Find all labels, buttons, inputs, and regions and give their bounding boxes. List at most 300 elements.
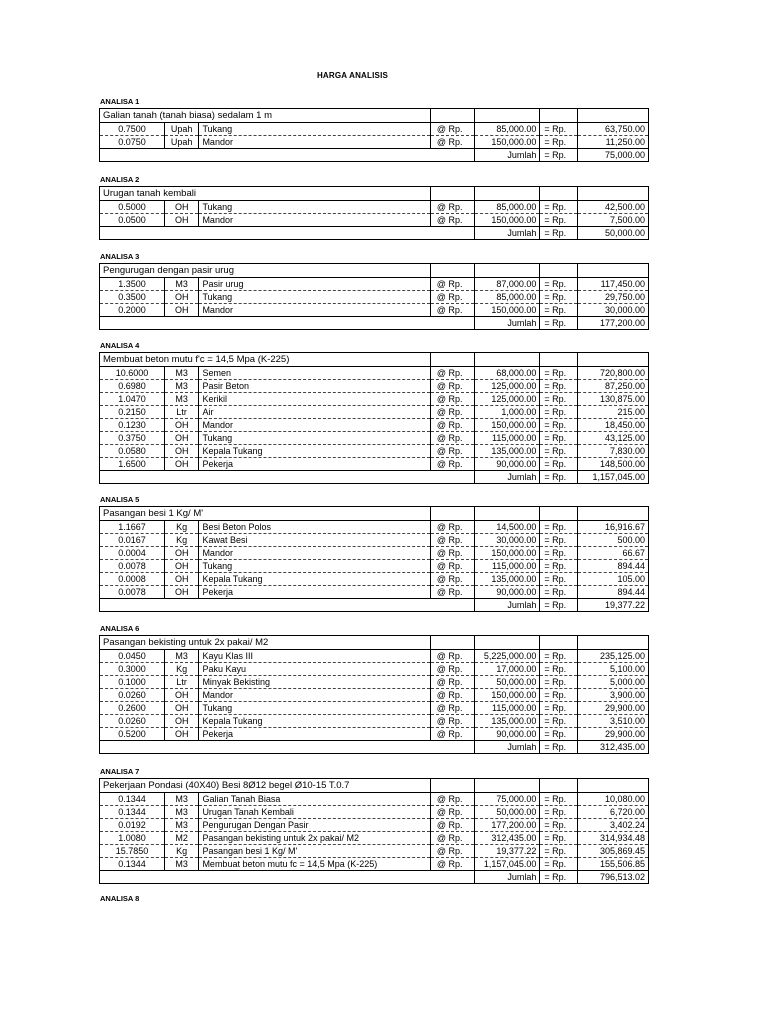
coefficient-cell: 0.1344 bbox=[100, 793, 165, 806]
coefficient-cell: 0.1000 bbox=[100, 676, 165, 689]
unit-price-cell: 17,000.00 bbox=[475, 663, 540, 676]
table-row bbox=[100, 393, 649, 406]
coefficient-cell: 0.0450 bbox=[100, 650, 165, 663]
unit-price-cell: 50,000.00 bbox=[475, 806, 540, 819]
total-row bbox=[100, 149, 649, 162]
unit-price-cell: 125,000.00 bbox=[475, 380, 540, 393]
jumlah-label: Jumlah bbox=[475, 871, 540, 884]
equals-rp-cell: = Rp. bbox=[540, 419, 578, 432]
equals-rp-cell: = Rp. bbox=[540, 586, 578, 599]
empty-cell bbox=[577, 353, 648, 367]
at-rp-cell: @ Rp. bbox=[430, 136, 475, 149]
item-cell: Kepala Tukang bbox=[199, 715, 430, 728]
unit-price-cell: 312,435.00 bbox=[475, 832, 540, 845]
item-cell: Kayu Klas III bbox=[199, 650, 430, 663]
analysis-table bbox=[99, 108, 649, 162]
unit-cell: OH bbox=[164, 560, 199, 573]
table-header-row bbox=[100, 636, 649, 650]
jumlah-label: Jumlah bbox=[475, 227, 540, 240]
subtotal-cell: 18,450.00 bbox=[577, 419, 648, 432]
empty-cell bbox=[577, 264, 648, 278]
empty-cell bbox=[540, 109, 578, 123]
equals-rp-cell: = Rp. bbox=[540, 367, 578, 380]
equals-rp-cell: = Rp. bbox=[540, 741, 578, 754]
subtotal-cell: 16,916.67 bbox=[577, 521, 648, 534]
work-description: Membuat beton mutu f'c = 14,5 Mpa (K-225) bbox=[100, 353, 431, 367]
unit-cell: Kg bbox=[164, 521, 199, 534]
unit-price-cell: 19,377.22 bbox=[475, 845, 540, 858]
equals-rp-cell: = Rp. bbox=[540, 149, 578, 162]
coefficient-cell: 0.3000 bbox=[100, 663, 165, 676]
table-header-row bbox=[100, 779, 649, 793]
empty-cell bbox=[577, 187, 648, 201]
unit-price-cell: 1,000.00 bbox=[475, 406, 540, 419]
unit-cell: M2 bbox=[164, 832, 199, 845]
unit-price-cell: 150,000.00 bbox=[475, 419, 540, 432]
item-cell: Galian Tanah Biasa bbox=[199, 793, 430, 806]
table-row bbox=[100, 650, 649, 663]
coefficient-cell: 1.3500 bbox=[100, 278, 165, 291]
table-row bbox=[100, 432, 649, 445]
subtotal-cell: 305,869.45 bbox=[577, 845, 648, 858]
item-cell: Mandor bbox=[199, 689, 430, 702]
unit-price-cell: 87,000.00 bbox=[475, 278, 540, 291]
empty-cell bbox=[475, 353, 540, 367]
unit-cell: OH bbox=[164, 304, 199, 317]
unit-price-cell: 85,000.00 bbox=[475, 123, 540, 136]
subtotal-cell: 155,506.85 bbox=[577, 858, 648, 871]
at-rp-cell: @ Rp. bbox=[430, 676, 475, 689]
analysis-table bbox=[99, 263, 649, 330]
item-cell: Kerikil bbox=[199, 393, 430, 406]
section-label: ANALISA 8 bbox=[100, 894, 140, 903]
item-cell: Urugan Tanah Kembali bbox=[199, 806, 430, 819]
equals-rp-cell: = Rp. bbox=[540, 521, 578, 534]
subtotal-cell: 66.67 bbox=[577, 547, 648, 560]
equals-rp-cell: = Rp. bbox=[540, 689, 578, 702]
unit-price-cell: 150,000.00 bbox=[475, 689, 540, 702]
equals-rp-cell: = Rp. bbox=[540, 201, 578, 214]
unit-cell: OH bbox=[164, 586, 199, 599]
subtotal-cell: 894.44 bbox=[577, 586, 648, 599]
table-header-row bbox=[100, 264, 649, 278]
at-rp-cell: @ Rp. bbox=[430, 650, 475, 663]
subtotal-cell: 7,500.00 bbox=[577, 214, 648, 227]
analysis-table bbox=[99, 352, 649, 484]
table-header-row bbox=[100, 109, 649, 123]
coefficient-cell: 0.0500 bbox=[100, 214, 165, 227]
empty-cell bbox=[430, 109, 475, 123]
unit-price-cell: 115,000.00 bbox=[475, 702, 540, 715]
equals-rp-cell: = Rp. bbox=[540, 406, 578, 419]
total-value: 177,200.00 bbox=[577, 317, 648, 330]
jumlah-label: Jumlah bbox=[475, 317, 540, 330]
equals-rp-cell: = Rp. bbox=[540, 573, 578, 586]
at-rp-cell: @ Rp. bbox=[430, 291, 475, 304]
equals-rp-cell: = Rp. bbox=[540, 560, 578, 573]
coefficient-cell: 0.2600 bbox=[100, 702, 165, 715]
unit-cell: M3 bbox=[164, 806, 199, 819]
at-rp-cell: @ Rp. bbox=[430, 393, 475, 406]
table-row bbox=[100, 367, 649, 380]
total-value: 75,000.00 bbox=[577, 149, 648, 162]
item-cell: Pekerja bbox=[199, 728, 430, 741]
empty-cell bbox=[577, 779, 648, 793]
item-cell: Paku Kayu bbox=[199, 663, 430, 676]
empty-cell bbox=[577, 636, 648, 650]
item-cell: Kepala Tukang bbox=[199, 445, 430, 458]
equals-rp-cell: = Rp. bbox=[540, 458, 578, 471]
equals-rp-cell: = Rp. bbox=[540, 832, 578, 845]
coefficient-cell: 0.0078 bbox=[100, 560, 165, 573]
coefficient-cell: 0.0260 bbox=[100, 689, 165, 702]
subtotal-cell: 42,500.00 bbox=[577, 201, 648, 214]
unit-cell: OH bbox=[164, 547, 199, 560]
total-value: 796,513.02 bbox=[577, 871, 648, 884]
table-row bbox=[100, 806, 649, 819]
coefficient-cell: 1.0470 bbox=[100, 393, 165, 406]
item-cell: Pengurugan Dengan Pasir bbox=[199, 819, 430, 832]
at-rp-cell: @ Rp. bbox=[430, 458, 475, 471]
equals-rp-cell: = Rp. bbox=[540, 380, 578, 393]
at-rp-cell: @ Rp. bbox=[430, 573, 475, 586]
unit-cell: OH bbox=[164, 715, 199, 728]
equals-rp-cell: = Rp. bbox=[540, 871, 578, 884]
unit-cell: OH bbox=[164, 689, 199, 702]
at-rp-cell: @ Rp. bbox=[430, 432, 475, 445]
total-row bbox=[100, 871, 649, 884]
coefficient-cell: 0.6980 bbox=[100, 380, 165, 393]
coefficient-cell: 0.1344 bbox=[100, 858, 165, 871]
subtotal-cell: 130,875.00 bbox=[577, 393, 648, 406]
subtotal-cell: 29,900.00 bbox=[577, 728, 648, 741]
equals-rp-cell: = Rp. bbox=[540, 445, 578, 458]
empty-cell bbox=[475, 779, 540, 793]
unit-cell: Kg bbox=[164, 845, 199, 858]
equals-rp-cell: = Rp. bbox=[540, 806, 578, 819]
at-rp-cell: @ Rp. bbox=[430, 858, 475, 871]
subtotal-cell: 314,934.48 bbox=[577, 832, 648, 845]
total-value: 50,000.00 bbox=[577, 227, 648, 240]
work-description: Pengurugan dengan pasir urug bbox=[100, 264, 431, 278]
at-rp-cell: @ Rp. bbox=[430, 793, 475, 806]
equals-rp-cell: = Rp. bbox=[540, 278, 578, 291]
table-row bbox=[100, 419, 649, 432]
unit-cell: M3 bbox=[164, 367, 199, 380]
unit-cell: Kg bbox=[164, 663, 199, 676]
empty-cell bbox=[540, 779, 578, 793]
equals-rp-cell: = Rp. bbox=[540, 845, 578, 858]
item-cell: Pasir urug bbox=[199, 278, 430, 291]
empty-cell bbox=[100, 227, 475, 240]
equals-rp-cell: = Rp. bbox=[540, 599, 578, 612]
total-row bbox=[100, 741, 649, 754]
subtotal-cell: 7,830.00 bbox=[577, 445, 648, 458]
at-rp-cell: @ Rp. bbox=[430, 689, 475, 702]
at-rp-cell: @ Rp. bbox=[430, 663, 475, 676]
subtotal-cell: 894.44 bbox=[577, 560, 648, 573]
jumlah-label: Jumlah bbox=[475, 471, 540, 484]
item-cell: Tukang bbox=[199, 201, 430, 214]
empty-cell bbox=[540, 353, 578, 367]
item-cell: Mandor bbox=[199, 419, 430, 432]
table-row bbox=[100, 858, 649, 871]
unit-cell: M3 bbox=[164, 819, 199, 832]
at-rp-cell: @ Rp. bbox=[430, 406, 475, 419]
empty-cell bbox=[100, 871, 475, 884]
empty-cell bbox=[430, 187, 475, 201]
table-row bbox=[100, 445, 649, 458]
unit-cell: Upah bbox=[164, 123, 199, 136]
table-row bbox=[100, 380, 649, 393]
equals-rp-cell: = Rp. bbox=[540, 136, 578, 149]
jumlah-label: Jumlah bbox=[475, 741, 540, 754]
equals-rp-cell: = Rp. bbox=[540, 393, 578, 406]
equals-rp-cell: = Rp. bbox=[540, 728, 578, 741]
coefficient-cell: 0.7500 bbox=[100, 123, 165, 136]
table-row bbox=[100, 304, 649, 317]
unit-cell: OH bbox=[164, 432, 199, 445]
equals-rp-cell: = Rp. bbox=[540, 534, 578, 547]
coefficient-cell: 0.3750 bbox=[100, 432, 165, 445]
table-row bbox=[100, 214, 649, 227]
unit-cell: M3 bbox=[164, 393, 199, 406]
item-cell: Tukang bbox=[199, 560, 430, 573]
table-row bbox=[100, 573, 649, 586]
at-rp-cell: @ Rp. bbox=[430, 534, 475, 547]
empty-cell bbox=[430, 264, 475, 278]
at-rp-cell: @ Rp. bbox=[430, 806, 475, 819]
at-rp-cell: @ Rp. bbox=[430, 715, 475, 728]
total-value: 19,377.22 bbox=[577, 599, 648, 612]
table-header-row bbox=[100, 353, 649, 367]
item-cell: Mandor bbox=[199, 304, 430, 317]
coefficient-cell: 0.0750 bbox=[100, 136, 165, 149]
empty-cell bbox=[540, 264, 578, 278]
table-row bbox=[100, 689, 649, 702]
item-cell: Pasangan bekisting untuk 2x pakai/ M2 bbox=[199, 832, 430, 845]
equals-rp-cell: = Rp. bbox=[540, 227, 578, 240]
at-rp-cell: @ Rp. bbox=[430, 560, 475, 573]
empty-cell bbox=[577, 109, 648, 123]
table-row bbox=[100, 715, 649, 728]
unit-price-cell: 14,500.00 bbox=[475, 521, 540, 534]
unit-price-cell: 50,000.00 bbox=[475, 676, 540, 689]
analysis-table bbox=[99, 635, 649, 754]
equals-rp-cell: = Rp. bbox=[540, 317, 578, 330]
table-row bbox=[100, 702, 649, 715]
unit-price-cell: 1,157,045.00 bbox=[475, 858, 540, 871]
unit-price-cell: 135,000.00 bbox=[475, 715, 540, 728]
subtotal-cell: 43,125.00 bbox=[577, 432, 648, 445]
jumlah-label: Jumlah bbox=[475, 149, 540, 162]
equals-rp-cell: = Rp. bbox=[540, 858, 578, 871]
equals-rp-cell: = Rp. bbox=[540, 471, 578, 484]
subtotal-cell: 29,750.00 bbox=[577, 291, 648, 304]
at-rp-cell: @ Rp. bbox=[430, 201, 475, 214]
unit-price-cell: 85,000.00 bbox=[475, 291, 540, 304]
coefficient-cell: 1.1667 bbox=[100, 521, 165, 534]
analysis-table bbox=[99, 506, 649, 612]
item-cell: Tukang bbox=[199, 702, 430, 715]
item-cell: Kawat Besi bbox=[199, 534, 430, 547]
unit-price-cell: 115,000.00 bbox=[475, 560, 540, 573]
table-header-row bbox=[100, 187, 649, 201]
at-rp-cell: @ Rp. bbox=[430, 845, 475, 858]
table-row bbox=[100, 136, 649, 149]
at-rp-cell: @ Rp. bbox=[430, 547, 475, 560]
equals-rp-cell: = Rp. bbox=[540, 547, 578, 560]
table-row bbox=[100, 663, 649, 676]
coefficient-cell: 10.6000 bbox=[100, 367, 165, 380]
unit-price-cell: 90,000.00 bbox=[475, 458, 540, 471]
empty-cell bbox=[100, 471, 475, 484]
subtotal-cell: 235,125.00 bbox=[577, 650, 648, 663]
unit-price-cell: 90,000.00 bbox=[475, 728, 540, 741]
unit-price-cell: 75,000.00 bbox=[475, 793, 540, 806]
item-cell: Tukang bbox=[199, 432, 430, 445]
work-description: Pekerjaan Pondasi (40X40) Besi 8Ø12 begel Ø10-15 T.0.7 bbox=[100, 779, 431, 793]
empty-cell bbox=[540, 507, 578, 521]
at-rp-cell: @ Rp. bbox=[430, 819, 475, 832]
unit-price-cell: 135,000.00 bbox=[475, 445, 540, 458]
subtotal-cell: 3,510.00 bbox=[577, 715, 648, 728]
unit-cell: M3 bbox=[164, 793, 199, 806]
coefficient-cell: 0.0008 bbox=[100, 573, 165, 586]
section-label: ANALISA 5 bbox=[100, 495, 140, 504]
table-row bbox=[100, 123, 649, 136]
equals-rp-cell: = Rp. bbox=[540, 123, 578, 136]
unit-price-cell: 30,000.00 bbox=[475, 534, 540, 547]
subtotal-cell: 720,800.00 bbox=[577, 367, 648, 380]
subtotal-cell: 500.00 bbox=[577, 534, 648, 547]
coefficient-cell: 0.0580 bbox=[100, 445, 165, 458]
table-row bbox=[100, 793, 649, 806]
table-row bbox=[100, 458, 649, 471]
total-value: 312,435.00 bbox=[577, 741, 648, 754]
unit-price-cell: 5,225,000.00 bbox=[475, 650, 540, 663]
subtotal-cell: 29,900.00 bbox=[577, 702, 648, 715]
table-row bbox=[100, 521, 649, 534]
subtotal-cell: 11,250.00 bbox=[577, 136, 648, 149]
coefficient-cell: 0.0260 bbox=[100, 715, 165, 728]
item-cell: Tukang bbox=[199, 291, 430, 304]
item-cell: Semen bbox=[199, 367, 430, 380]
unit-cell: OH bbox=[164, 445, 199, 458]
unit-price-cell: 177,200.00 bbox=[475, 819, 540, 832]
item-cell: Mandor bbox=[199, 136, 430, 149]
coefficient-cell: 0.5200 bbox=[100, 728, 165, 741]
item-cell: Air bbox=[199, 406, 430, 419]
item-cell: Pasangan besi 1 Kg/ M' bbox=[199, 845, 430, 858]
coefficient-cell: 0.2000 bbox=[100, 304, 165, 317]
item-cell: Pekerja bbox=[199, 458, 430, 471]
unit-price-cell: 90,000.00 bbox=[475, 586, 540, 599]
work-description: Pasangan bekisting untuk 2x pakai/ M2 bbox=[100, 636, 431, 650]
at-rp-cell: @ Rp. bbox=[430, 521, 475, 534]
unit-price-cell: 150,000.00 bbox=[475, 214, 540, 227]
coefficient-cell: 0.0078 bbox=[100, 586, 165, 599]
total-row bbox=[100, 317, 649, 330]
empty-cell bbox=[430, 779, 475, 793]
work-description: Urugan tanah kembali bbox=[100, 187, 431, 201]
empty-cell bbox=[430, 353, 475, 367]
item-cell: Pekerja bbox=[199, 586, 430, 599]
total-row bbox=[100, 227, 649, 240]
coefficient-cell: 15.7850 bbox=[100, 845, 165, 858]
at-rp-cell: @ Rp. bbox=[430, 586, 475, 599]
subtotal-cell: 148,500.00 bbox=[577, 458, 648, 471]
empty-cell bbox=[475, 264, 540, 278]
equals-rp-cell: = Rp. bbox=[540, 663, 578, 676]
unit-price-cell: 150,000.00 bbox=[475, 304, 540, 317]
item-cell: Mandor bbox=[199, 547, 430, 560]
empty-cell bbox=[577, 507, 648, 521]
empty-cell bbox=[540, 636, 578, 650]
table-row bbox=[100, 201, 649, 214]
subtotal-cell: 105.00 bbox=[577, 573, 648, 586]
subtotal-cell: 63,750.00 bbox=[577, 123, 648, 136]
coefficient-cell: 0.2150 bbox=[100, 406, 165, 419]
table-row bbox=[100, 832, 649, 845]
item-cell: Mandor bbox=[199, 214, 430, 227]
subtotal-cell: 5,100.00 bbox=[577, 663, 648, 676]
empty-cell bbox=[100, 599, 475, 612]
empty-cell bbox=[430, 507, 475, 521]
subtotal-cell: 3,900.00 bbox=[577, 689, 648, 702]
at-rp-cell: @ Rp. bbox=[430, 445, 475, 458]
subtotal-cell: 5,000.00 bbox=[577, 676, 648, 689]
table-row bbox=[100, 586, 649, 599]
analysis-table bbox=[99, 186, 649, 240]
at-rp-cell: @ Rp. bbox=[430, 278, 475, 291]
unit-cell: Kg bbox=[164, 534, 199, 547]
empty-cell bbox=[430, 636, 475, 650]
table-row bbox=[100, 291, 649, 304]
unit-cell: OH bbox=[164, 201, 199, 214]
at-rp-cell: @ Rp. bbox=[430, 304, 475, 317]
equals-rp-cell: = Rp. bbox=[540, 650, 578, 663]
section-label: ANALISA 7 bbox=[100, 767, 140, 776]
item-cell: Pasir Beton bbox=[199, 380, 430, 393]
empty-cell bbox=[475, 109, 540, 123]
unit-cell: OH bbox=[164, 458, 199, 471]
unit-price-cell: 68,000.00 bbox=[475, 367, 540, 380]
item-cell: Besi Beton Polos bbox=[199, 521, 430, 534]
empty-cell bbox=[475, 187, 540, 201]
subtotal-cell: 10,080.00 bbox=[577, 793, 648, 806]
empty-cell bbox=[100, 149, 475, 162]
coefficient-cell: 0.0004 bbox=[100, 547, 165, 560]
unit-cell: OH bbox=[164, 214, 199, 227]
total-row bbox=[100, 599, 649, 612]
table-row bbox=[100, 406, 649, 419]
analysis-table bbox=[99, 778, 649, 884]
unit-price-cell: 150,000.00 bbox=[475, 136, 540, 149]
empty-cell bbox=[540, 187, 578, 201]
jumlah-label: Jumlah bbox=[475, 599, 540, 612]
at-rp-cell: @ Rp. bbox=[430, 367, 475, 380]
equals-rp-cell: = Rp. bbox=[540, 676, 578, 689]
subtotal-cell: 3,402.24 bbox=[577, 819, 648, 832]
unit-cell: OH bbox=[164, 702, 199, 715]
section-label: ANALISA 2 bbox=[100, 175, 140, 184]
at-rp-cell: @ Rp. bbox=[430, 123, 475, 136]
unit-cell: OH bbox=[164, 419, 199, 432]
table-row bbox=[100, 845, 649, 858]
table-row bbox=[100, 547, 649, 560]
total-row bbox=[100, 471, 649, 484]
